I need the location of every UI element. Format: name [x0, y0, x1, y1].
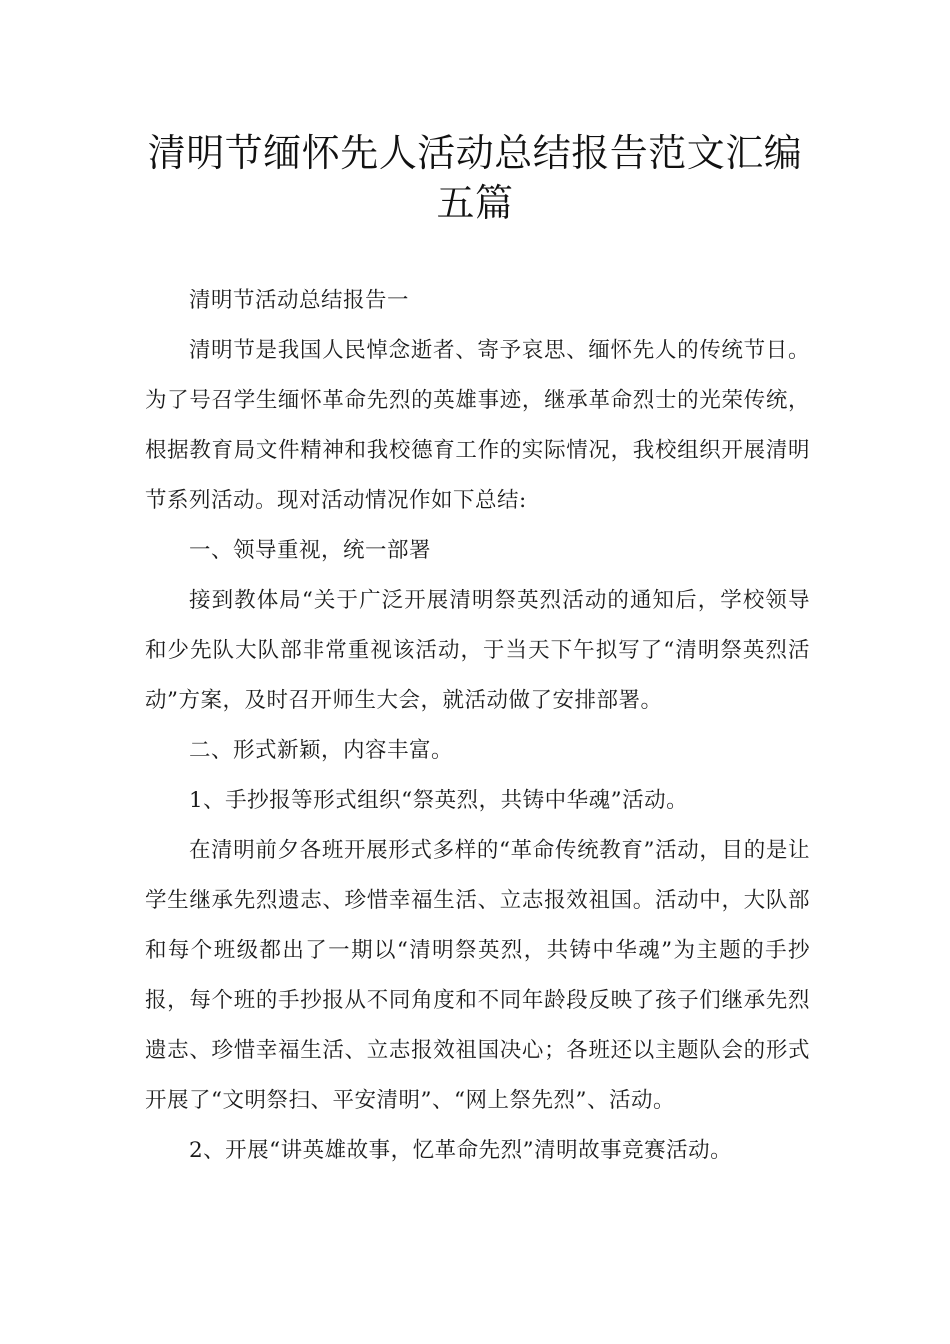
document-title — [100, 128, 850, 228]
paragraph: 在清明前夕各班开展形式多样的“革命传统教育”活动，目的是让学生继承先烈遗志、珍惜幸福生活、立志报效祖国。活动中，大队部和每个班级都出了一期以“清明祭英烈，共铸中华魂”为主题的手抄报，每个班的手抄报从不同角度和不同年龄段反映了孩子们继承先烈遗志、珍惜幸福生活、立志报效祖国决心；各班还以主题队会的形式开展了“文明祭扫、平安清明”、“网上祭先烈”、活动。 — [145, 838, 810, 1113]
section-heading: 一、领导重视，统一部署 — [189, 538, 432, 563]
document-body — [145, 276, 810, 1176]
sub-heading: 1、手抄报等形式组织“祭英烈，共铸中华魂”活动。 — [189, 788, 689, 813]
title-line-2: 五篇 — [436, 181, 514, 225]
title-line-1: 清明节缅怀先人活动总结报告范文汇编 — [147, 131, 803, 175]
section-heading: 二、形式新颖，内容丰富。 — [189, 738, 454, 763]
paragraph: 接到教体局“关于广泛开展清明祭英烈活动的通知后，学校领导和少先队大队部非常重视该活动，于当天下午拟写了“清明祭英烈活动”方案，及时召开师生大会，就活动做了安排部署。 — [145, 588, 810, 713]
sub-heading: 2、开展“讲英雄故事，忆革命先烈”清明故事竞赛活动。 — [189, 1138, 733, 1163]
paragraph: 清明节是我国人民悼念逝者、寄予哀思、缅怀先人的传统节日。为了号召学生缅怀革命先烈的英雄事迹，继承革命烈士的光荣传统，根据教育局文件精神和我校德育工作的实际情况，我校组织开展清明节系列活动。现对活动情况作如下总结: — [145, 338, 810, 513]
section-heading: 清明节活动总结报告一 — [189, 288, 410, 313]
